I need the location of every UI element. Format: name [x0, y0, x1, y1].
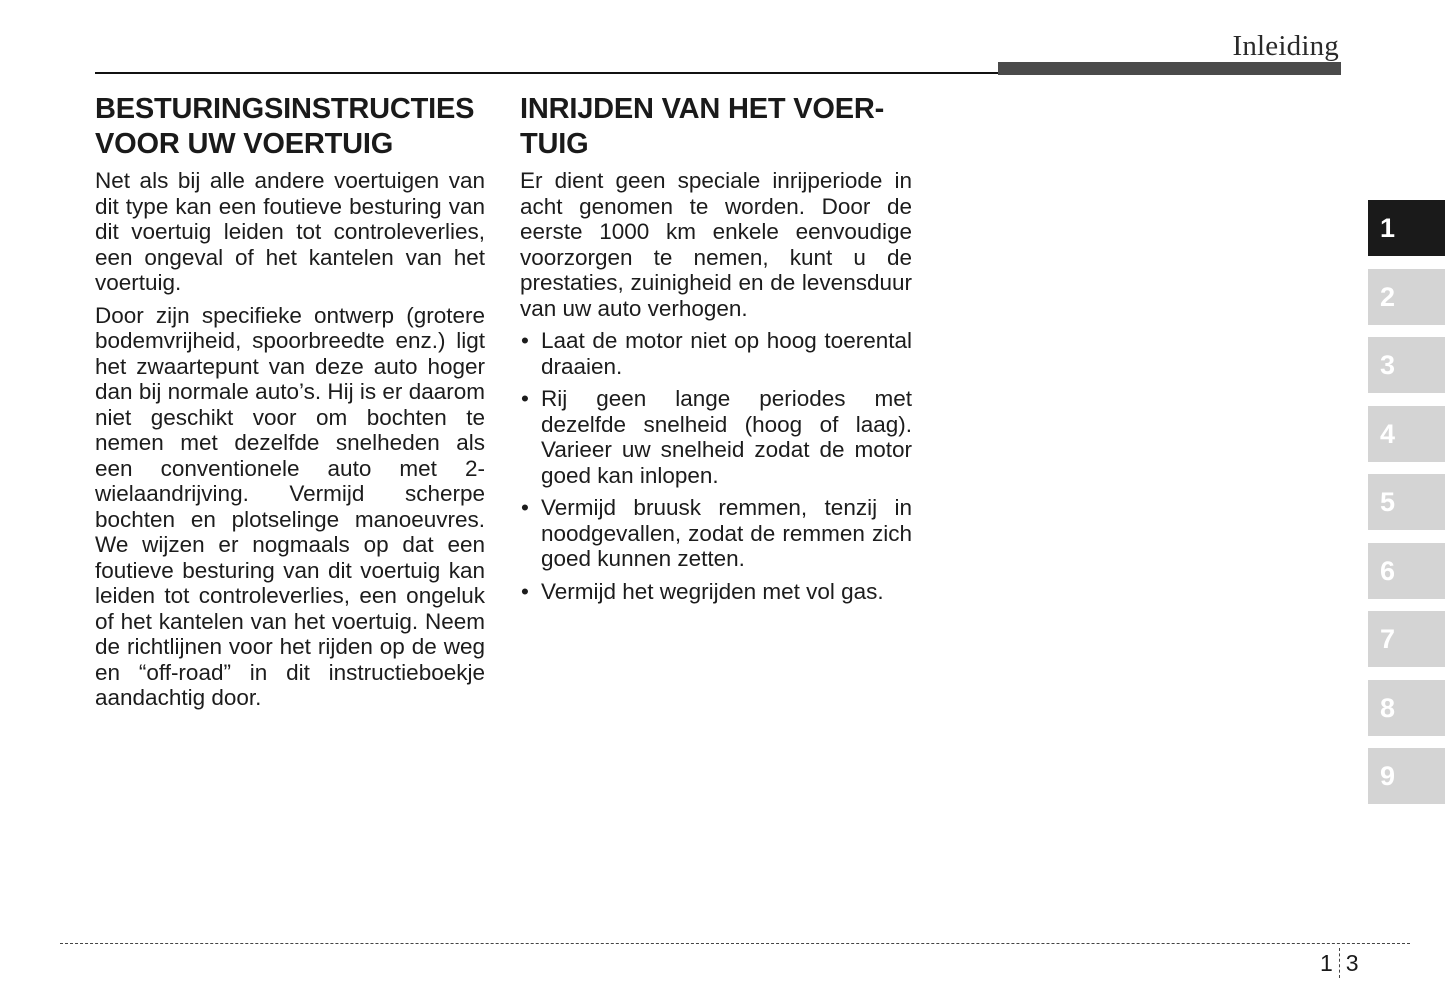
left-heading-line1: BESTURINGSINSTRUCTIES [95, 93, 475, 125]
chapter-tab-9[interactable]: 9 [1368, 748, 1445, 804]
chapter-tab-3[interactable]: 3 [1368, 337, 1445, 393]
list-item [520, 579, 912, 605]
header-rule [95, 72, 1000, 74]
chapter-tabs [1368, 200, 1445, 817]
list-item-text: Rij geen lange periodes met dezelfde snelheid (hoog of laag). Varieer uw snelheid zodat de motor goed kan inlopen. [541, 386, 912, 488]
chapter-tab-8[interactable]: 8 [1368, 680, 1445, 736]
chapter-tab-4[interactable]: 4 [1368, 406, 1445, 462]
section-title: Inleiding [1232, 30, 1339, 62]
left-paragraph: Net als bij alle andere voertuigen van dit type kan een foutieve besturing van dit voertuig leiden tot controleverlies, een ongeval of het kantelen van het voertuig. [95, 168, 485, 295]
right-heading-line2: TUIG [520, 128, 589, 160]
bullet-icon: • [521, 495, 529, 520]
chapter-tab-5[interactable]: 5 [1368, 474, 1445, 530]
right-intro: Er dient geen speciale inrijperiode in acht genomen te worden. Door de eerste 1000 km enkele eenvoudige voorzorgen te nemen, kunt u de prestaties, zuinigheid en de levensduur van uw auto verhogen. [520, 168, 912, 321]
list-item-text: Vermijd het wegrijden met vol gas. [541, 578, 884, 604]
list-item [520, 386, 912, 488]
page-index: 3 [1345, 949, 1359, 976]
left-paragraph: Door zijn specifieke ontwerp (grotere bodemvrijheid, spoorbreedte enz.) ligt het zwaartepunt van deze auto hoger dan bij normale auto’s. Hij is er daarom niet geschikt voor om bochten te nemen met dezelfde snelheden als een conventionele auto met 2-wielaandrijving. Vermijd scherpe bochten en plotselinge manoeuvres. We wijzen er nogmaals op dat een foutieve besturing van dit voertuig kan leiden tot controleverlies, een ongeluk of het kantelen van het voertuig. Neem de richtlijnen voor het rijden op de weg en “off-road” in dit instructieboekje aandachtig door. [95, 302, 485, 710]
bullet-icon: • [521, 328, 529, 353]
list-item [520, 495, 912, 572]
left-heading-line2: VOOR UW VOERTUIG [95, 128, 394, 160]
footer-rule [60, 943, 1410, 944]
bullet-icon: • [521, 386, 529, 411]
chapter-tab-6[interactable]: 6 [1368, 543, 1445, 599]
page-chapter: 1 [1320, 949, 1333, 976]
list-item-text: Laat de motor niet op hoog toerental draaien. [541, 328, 912, 379]
page-separator [1339, 948, 1340, 978]
list-item [520, 328, 912, 379]
right-heading-line1: INRIJDEN VAN HET VOER- [520, 93, 885, 125]
right-column [520, 92, 912, 611]
bullet-icon: • [521, 578, 529, 604]
left-heading [95, 92, 485, 162]
header-bar [998, 62, 1341, 75]
bullet-list [520, 328, 912, 604]
list-item-text: Vermijd bruusk remmen, tenzij in noodgevallen, zodat de remmen zich goed kunnen zetten. [541, 495, 912, 571]
chapter-tab-2[interactable]: 2 [1368, 269, 1445, 325]
chapter-tab-1[interactable]: 1 [1368, 200, 1445, 256]
chapter-tab-7[interactable]: 7 [1368, 611, 1445, 667]
right-heading [520, 92, 912, 162]
left-column [95, 92, 485, 718]
page-number [1320, 948, 1359, 978]
